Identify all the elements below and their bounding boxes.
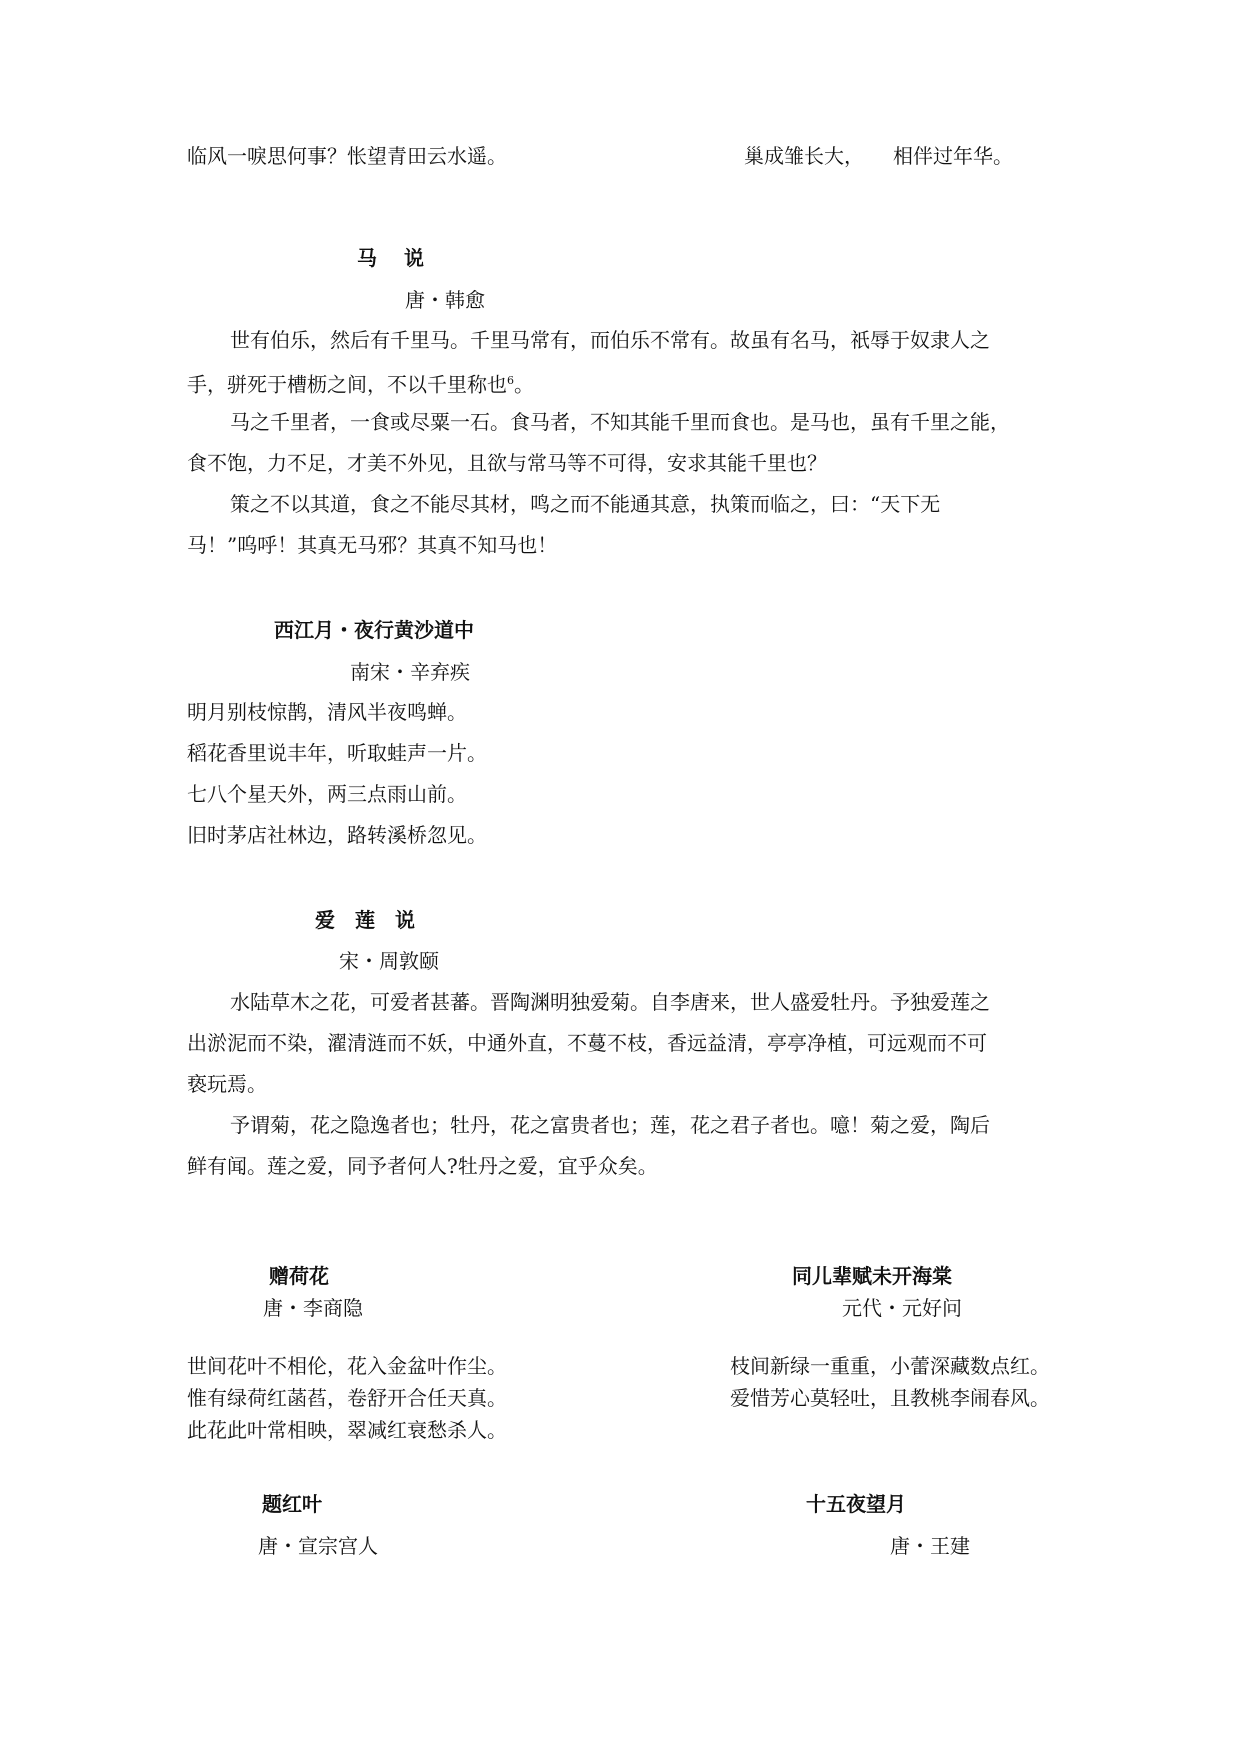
poem-line: 稻花香里说丰年，听取蛙声一片。	[187, 741, 487, 765]
paragraph-line: 水陆草木之花，可爱者甚蕃。晋陶渊明独爱菊。自李唐来，世人盛爱牡丹。予独爱莲之	[230, 990, 990, 1014]
section-author: 南宋・辛弃疾	[350, 660, 470, 684]
section-title: 爱 莲 说	[315, 908, 415, 932]
paragraph-line: 出淤泥而不染，濯清涟而不妖，中通外直，不蔓不枝，香远益清，亭亭净植，可远观而不可	[187, 1031, 987, 1055]
poem-line: 此花此叶常相映，翠减红衰愁杀人。	[187, 1418, 507, 1442]
poem-line: 爱惜芳心莫轻吐，且教桃李闹春风。	[730, 1386, 1050, 1410]
section-title: 西江月・夜行黄沙道中	[274, 618, 474, 642]
poem-line: 临风一唳思何事？怅望青田云水遥。	[187, 144, 507, 168]
section-title: 题红叶	[262, 1492, 322, 1516]
poem-line: 相伴过年华。	[893, 144, 1013, 168]
paragraph-line: 策之不以其道，食之不能尽其材，鸣之而不能通其意，执策而临之，曰：“天下无	[230, 492, 941, 516]
section-author: 宋・周敦颐	[339, 949, 439, 973]
poem-line: 七八个星天外，两三点雨山前。	[187, 782, 467, 806]
poem-line: 枝间新绿一重重，小蕾深藏数点红。	[730, 1354, 1050, 1378]
poem-line: 惟有绿荷红菡萏，卷舒开合任天真。	[187, 1386, 507, 1410]
paragraph-line: 鲜有闻。莲之爱，同予者何人?牡丹之爱，宜乎众矣。	[187, 1154, 658, 1178]
footnote-marker: 6	[507, 374, 514, 387]
section-title: 马 说	[357, 246, 424, 270]
paragraph-line: 马！”呜呼！其真无马邪？其真不知马也！	[187, 533, 558, 557]
poem-line: 世间花叶不相伦，花入金盆叶作尘。	[187, 1354, 507, 1378]
paragraph-text: 手，骈死于槽枥之间，不以千里称也	[187, 372, 507, 397]
section-author: 唐・宣宗宫人	[258, 1534, 378, 1558]
paragraph-line: 予谓菊，花之隐逸者也；牡丹，花之富贵者也；莲，花之君子者也。噫！菊之爱，陶后	[230, 1113, 990, 1137]
section-author: 元代・元好问	[842, 1296, 962, 1320]
section-author: 唐・王建	[890, 1534, 970, 1558]
section-title: 十五夜望月	[806, 1492, 906, 1516]
section-author: 唐・李商隐	[263, 1296, 363, 1320]
poem-line: 巢成雏长大，	[744, 144, 864, 168]
poem-line: 旧时茅店社林边，路转溪桥忽见。	[187, 823, 487, 847]
paragraph-line	[187, 367, 534, 399]
section-author: 唐・韩愈	[405, 288, 485, 312]
poem-line: 明月别枝惊鹊，清风半夜鸣蝉。	[187, 700, 467, 724]
paragraph-line: 马之千里者，一食或尽粟一石。食马者，不知其能千里而食也。是马也，虽有千里之能，	[230, 410, 1010, 434]
paragraph-line: 亵玩焉。	[187, 1072, 267, 1096]
paragraph-line: 食不饱，力不足，才美不外见，且欲与常马等不可得，安求其能千里也？	[187, 451, 827, 475]
paragraph-line: 世有伯乐，然后有千里马。千里马常有，而伯乐不常有。故虽有名马，祇辱于奴隶人之	[230, 328, 990, 352]
section-title: 同儿辈赋未开海棠	[792, 1264, 952, 1288]
section-title: 赠荷花	[269, 1264, 329, 1288]
paragraph-text: 。	[514, 372, 534, 397]
